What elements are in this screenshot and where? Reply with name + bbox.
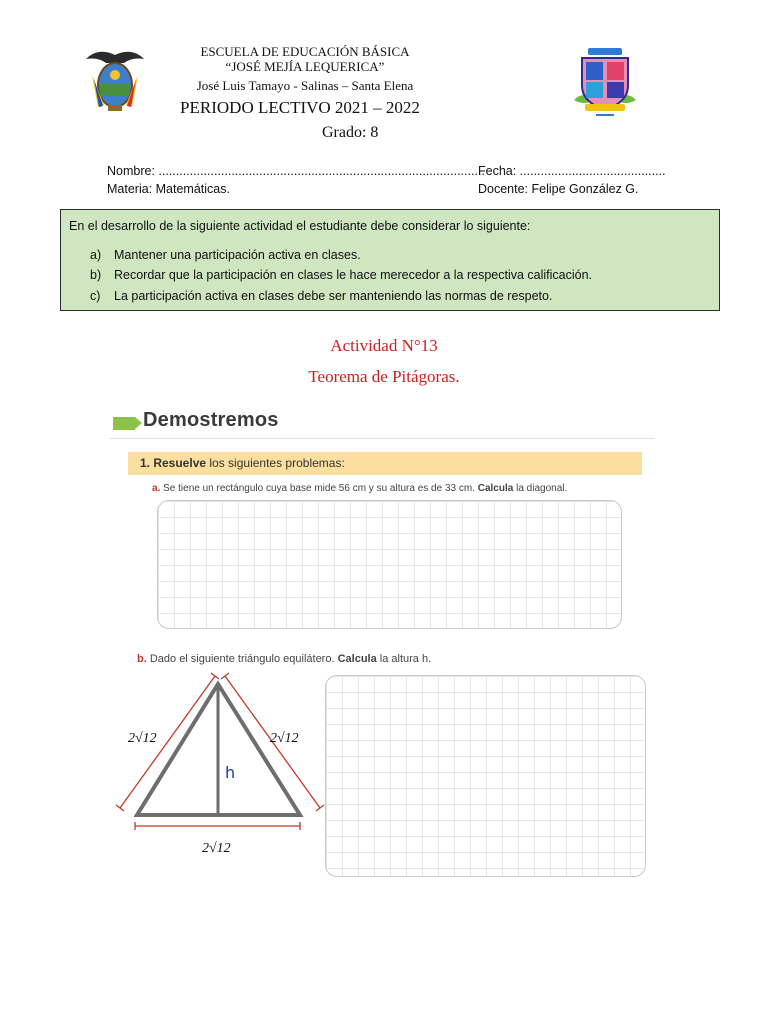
left-side-label: 2√12 <box>128 731 157 746</box>
instruction-item <box>90 268 592 282</box>
instruction-letter: a) <box>90 248 102 262</box>
instruction-text: Recordar que la participación en clases le hace merecedor a la respectiva calificación. <box>114 268 593 282</box>
school-period: PERIODO LECTIVO 2021 – 2022 <box>180 98 420 117</box>
equilateral-triangle-figure <box>110 670 325 865</box>
bottom-side-label: 2√12 <box>202 841 231 856</box>
activity-number: Actividad N°13 <box>330 336 438 355</box>
instruction-item <box>90 289 552 303</box>
problem-a-statement: Se tiene un rectángulo cuya base mide 56 cm y su altura es de 33 cm. <box>160 483 478 494</box>
problems-instruction <box>128 452 642 475</box>
problem-a-statement-end: la diagonal. <box>513 483 568 494</box>
problem-b-bold: Calcula <box>337 653 377 665</box>
problem-b-statement-end: la altura h. <box>376 653 432 665</box>
grade-label: Grado: 8 <box>322 124 379 141</box>
activity-topic: Teorema de Pitágoras. <box>308 367 460 386</box>
problem-a-answer-grid[interactable] <box>157 500 622 629</box>
problem-a-bold: Calcula <box>477 483 514 494</box>
ecuador-coat-of-arms-logo <box>84 45 146 115</box>
section-divider <box>110 438 655 439</box>
teacher-label: Docente: Felipe González G. <box>478 182 639 196</box>
instruction-bold: 1. Resuelve <box>140 456 207 470</box>
instructions-intro: En el desarrollo de la siguiente actividad el estudiante debe considerar lo siguiente: <box>69 219 531 233</box>
instruction-letter: b) <box>90 268 102 282</box>
problem-b-statement: Dado el siguiente triángulo equilátero. <box>146 653 338 665</box>
instruction-rest: los siguientes problemas: <box>206 456 345 470</box>
name-field-label: Nombre: .............................................................................................. <box>107 164 485 178</box>
problem-a-text <box>152 483 567 494</box>
height-label: h <box>225 763 236 782</box>
school-location: José Luis Tamayo - Salinas – Santa Elena <box>196 78 414 93</box>
instruction-text: La participación activa en clases debe ser manteniendo las normas de respeto. <box>114 289 553 303</box>
section-title: Demostremos <box>143 409 279 431</box>
instruction-text: Mantener una participación activa en clases. <box>114 248 361 262</box>
school-crest-logo <box>570 44 640 122</box>
left-dimension-tick-top <box>211 673 219 679</box>
school-heading: ESCUELA DE EDUCACIÓN BÁSICA <box>200 44 410 59</box>
school-name: “JOSÉ MEJÍA LEQUERICA” <box>225 59 385 74</box>
problem-a-letter: a. <box>152 483 161 494</box>
problem-b-letter: b. <box>137 653 147 665</box>
problem-b-answer-grid[interactable] <box>325 675 646 877</box>
date-field-label: Fecha: .......................................... <box>478 164 666 178</box>
subject-label: Materia: Matemáticas. <box>107 182 230 196</box>
right-dimension-tick-bottom <box>316 805 324 811</box>
right-dimension-tick-top <box>221 673 229 679</box>
right-side-label: 2√12 <box>270 731 299 746</box>
section-arrow-icon <box>113 417 135 430</box>
instruction-item <box>90 248 361 262</box>
instruction-letter: c) <box>90 289 101 303</box>
left-dimension-tick-bottom <box>116 805 124 811</box>
problem-b-text <box>137 653 431 665</box>
instructions-box <box>60 209 720 311</box>
